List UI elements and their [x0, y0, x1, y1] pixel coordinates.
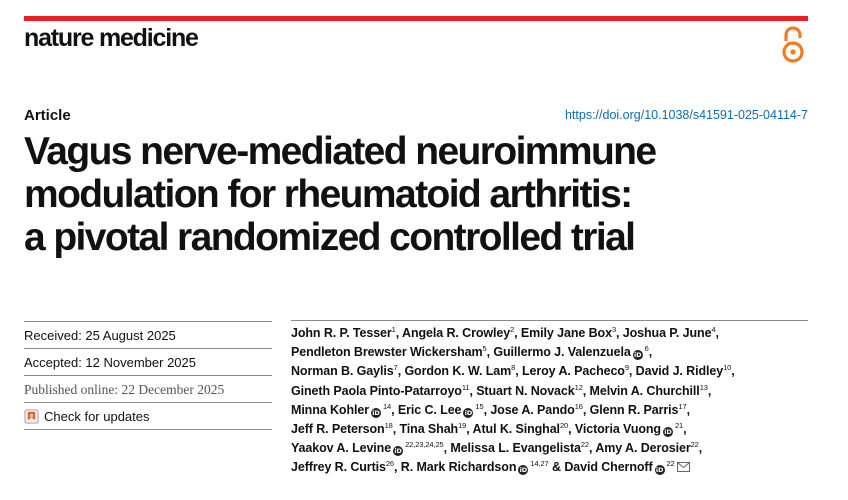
author-name[interactable]: Yaakov A. Levine [291, 441, 392, 456]
affiliation-number: 6 [644, 344, 649, 354]
orcid-icon[interactable]: iD [655, 466, 664, 475]
author-name[interactable]: Amy A. Derosier [595, 441, 691, 456]
author-name[interactable]: Stuart N. Novack [476, 383, 575, 398]
orcid-icon[interactable]: iD [519, 466, 528, 475]
affiliation-number: 17 [678, 401, 687, 411]
title-line: modulation for rheumatoid arthritis: [24, 173, 632, 216]
affiliation-number: 4 [711, 325, 716, 334]
published-date: Published online: 22 December 2025 [24, 375, 272, 402]
affiliation-number: 1 [391, 325, 396, 334]
affiliation-number: 21 [674, 421, 684, 431]
author-name[interactable]: Melissa L. Evangelista [450, 441, 581, 456]
affiliation-number: 10 [723, 363, 732, 373]
affiliation-number: 5 [482, 344, 487, 354]
affiliation-number: 7 [393, 363, 398, 373]
author-name[interactable]: Pendleton Brewster Wickersham [291, 345, 483, 360]
affiliation-number: 19 [458, 421, 467, 431]
author-line: Norman B. Gaylis$^7$, Gordon K. W. Lam$^8$, Leroy A. Pacheco$^9$, David J. Ridley$^{10}$, [291, 363, 735, 379]
affiliation-number: 20 [559, 421, 569, 431]
author-line: Gineth Paola Pinto-Patarroyo$^{11}$, Stuart N. Novack$^{12}$, Melvin A. Churchill$^{13}$, [291, 382, 712, 398]
affiliation-number: 18 [384, 421, 393, 431]
affiliation-number: 22 [580, 440, 590, 450]
author-name[interactable]: Jeff R. Peterson [291, 422, 385, 437]
author-name[interactable]: Minna Kohler [291, 402, 369, 417]
title-line: Vagus nerve-mediated neuroimmune [24, 130, 656, 173]
author-line: Jeffrey R. Curtis$^{26}$, R. Mark Richardson iD$^{14,27}$ & David Chernoff $iD^{22}$ [291, 458, 811, 477]
orcid-icon[interactable]: iD [664, 428, 672, 437]
orcid-icon[interactable]: iD [633, 351, 642, 360]
affiliation-number: 11 [461, 382, 470, 392]
author-name[interactable]: Eric C. Lee [397, 402, 462, 417]
author-name[interactable]: David J. Ridley [635, 364, 724, 379]
title-line: a pivotal randomized controlled trial [24, 216, 635, 259]
orcid-icon[interactable]: iD [464, 408, 473, 417]
affiliation-number: 2 [510, 325, 515, 334]
check-updates-icon [24, 409, 39, 424]
affiliation-number: 9 [624, 363, 629, 373]
author-name[interactable]: Gineth Paola Pinto-Patarroyo [291, 383, 462, 398]
affiliation-number: 22 [690, 440, 699, 450]
check-for-updates-link[interactable] [24, 402, 272, 430]
authors-divider [291, 320, 808, 321]
author-name[interactable]: Melvin A. Churchill [589, 383, 700, 398]
affiliation-number: 15 [475, 401, 484, 411]
affiliation-number: 16 [574, 401, 583, 411]
author-list [291, 324, 811, 478]
email-icon[interactable] [677, 462, 690, 472]
author-name[interactable]: Tina Shah [399, 422, 459, 437]
received-date: Received: 25 August 2025 [24, 321, 272, 348]
check-updates-label: Check for updates [44, 408, 150, 424]
author-name[interactable]: Guillermo J. Valenzuela [493, 345, 631, 360]
author-name[interactable]: Norman B. Gaylis [291, 364, 394, 379]
article-type-label: Article [24, 107, 71, 124]
affiliation-number: 26 [385, 459, 395, 469]
affiliation-number: 14,27 [530, 459, 549, 469]
author-line: Minna Kohler $iD^{14}$, Eric C. Lee $iD^{15}$, Jose A. Pando$^{16}$, Glenn R. Parris$^{17}$, [291, 401, 690, 417]
author-name[interactable]: Glenn R. Parris [589, 402, 679, 417]
affiliation-number: 22 [666, 459, 675, 469]
author-name[interactable]: R. Mark Richardson [400, 460, 517, 475]
affiliation-number: 12 [574, 382, 583, 392]
author-name[interactable]: Gordon K. W. Lam [404, 364, 512, 379]
author-name[interactable]: Joshua P. June [622, 326, 712, 340]
affiliation-number: 22,23,24,25 [405, 440, 444, 450]
affiliation-number: 13 [699, 382, 708, 392]
accepted-date: Accepted: 12 November 2025 [24, 348, 272, 375]
author-name[interactable]: Emily Jane Box [520, 326, 612, 340]
affiliation-number: 14 [382, 401, 392, 411]
affiliation-number: 3 [611, 325, 617, 334]
article-title [24, 130, 814, 259]
author-name[interactable]: Jeffrey R. Curtis [291, 460, 386, 475]
author-name[interactable]: Atul K. Singhal [472, 422, 560, 437]
affiliation-number: 8 [511, 363, 516, 373]
journal-brand[interactable]: nature medicine [24, 24, 198, 52]
author-line: Pendleton Brewster Wickersham$^5$, Guillermo J. Valenzuela $iD^6$, [291, 344, 653, 360]
author-line: Yaakov A. Levine iD$^{22,23,24,25}$, Melissa L. Evangelista$^{22}$, Amy A. Derosier$^{22}$, [291, 440, 703, 456]
author-name[interactable]: David Chernoff [564, 460, 653, 475]
journal-top-bar [24, 16, 808, 21]
author-name[interactable]: John R. P. Tesser [291, 326, 392, 340]
author-line: Jeff R. Peterson$^{18}$, Tina Shah$^{19}$, Atul K. Singhal$^{20}$, Victoria Vuong $iD^{21}$, [291, 421, 687, 437]
doi-link[interactable]: https://doi.org/10.1038/s41591-025-04114-7 [564, 108, 808, 122]
author-name[interactable]: Angela R. Crowley [402, 326, 511, 340]
author-name[interactable]: Leroy A. Pacheco [522, 364, 625, 379]
article-dates [24, 321, 272, 430]
author-name[interactable]: Victoria Vuong [574, 422, 661, 437]
author-line: John R. P. Tesser$^1$, Angela R. Crowley$^2$, Emily Jane Box$^3$, Joshua P. June$^4$, [291, 325, 719, 340]
orcid-icon[interactable]: iD [372, 408, 380, 417]
open-access-icon[interactable] [780, 25, 806, 65]
orcid-icon[interactable]: iD [394, 447, 402, 456]
author-name[interactable]: Jose A. Pando [490, 402, 575, 417]
